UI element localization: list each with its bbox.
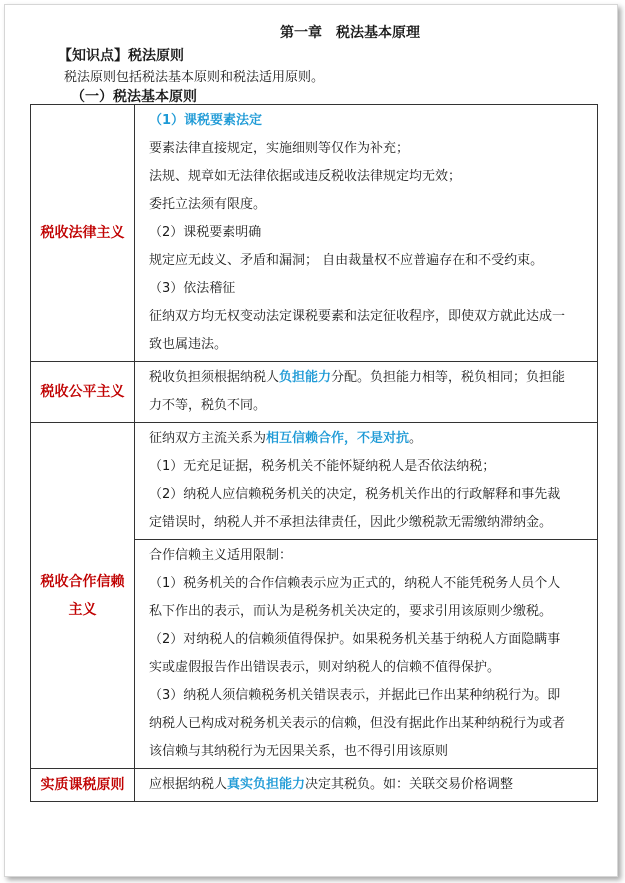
fairness-text: 税收负担须根据纳税人 xyxy=(149,370,280,385)
limits-line: 私下作出的表示，而认为是税务机关决定的，要求引用该原则少缴税。 xyxy=(149,604,553,619)
legalism-p1-line: 要素法律直接规定，实施细则等仅作为补充； xyxy=(149,141,410,156)
chapter-title: 第一章 税法基本原理 xyxy=(280,25,420,41)
substance-text: 应根据纳税人 xyxy=(149,777,228,792)
limits-line: （1）税务机关的合作信赖表示应为正式的，纳税人不能凭税务人员个人 xyxy=(149,576,561,591)
fairness-text: 分配。负担能力相等，税负相同；负担能 xyxy=(331,370,566,385)
row-header-cooperation xyxy=(31,423,135,769)
section-title: （一）税法基本原则 xyxy=(71,89,197,105)
limits-line: 纳税人已构成对税务机关表示的信赖，但没有据此作出某种纳税行为或者 xyxy=(149,716,566,731)
limits-line: （2）对纳税人的信赖须值得保护。如果税务机关基于纳税人方面隐瞒事 xyxy=(149,632,561,647)
legalism-p1-title: （1）课税要素法定 xyxy=(149,113,263,128)
fairness-highlight: 负担能力 xyxy=(279,370,332,385)
cooperation-line xyxy=(149,425,591,453)
table-row xyxy=(31,362,598,423)
cooperation-header-line: 税收合作信赖 xyxy=(40,573,125,590)
cooperation-highlight: 相互信赖合作，不是对抗 xyxy=(266,431,410,446)
legalism-p1-line: 委托立法须有限度。 xyxy=(149,197,267,212)
knowledge-point-title: 【知识点】税法原则 xyxy=(58,48,184,64)
table-row xyxy=(31,769,598,802)
row-body-substance xyxy=(135,769,598,802)
cooperation-line: 定错误时，纳税人并不承担法律责任，因此少缴税款无需缴纳滞纳金。 xyxy=(149,515,553,530)
substance-line xyxy=(149,771,591,799)
cooperation-main-block xyxy=(135,423,597,539)
cooperation-limits-block xyxy=(135,539,597,768)
limits-line: 实或虚假报告作出错误表示，则对纳税人的信赖不值得保护。 xyxy=(149,660,501,675)
legalism-p2-line: 规定应无歧义、矛盾和漏洞； 自由裁量权不应普遍存在和不受约束。 xyxy=(149,253,544,268)
legalism-p2-title: （2）课税要素明确 xyxy=(149,225,262,240)
intro-text: 税法原则包括税法基本原则和税法适用原则。 xyxy=(64,70,325,85)
fairness-line xyxy=(149,364,591,392)
legalism-p3-title: （3）依法稽征 xyxy=(149,281,236,296)
substance-text: 决定其税负。如：关联交易价格调整 xyxy=(305,777,514,792)
cooperation-text: 征纳双方主流关系为 xyxy=(149,431,267,446)
limits-line: （3）纳税人须信赖税务机关错误表示，并据此已作出某种纳税行为。即 xyxy=(149,688,561,703)
cooperation-line: （2）纳税人应信赖税务机关的决定，税务机关作出的行政解释和事先裁 xyxy=(149,487,561,502)
row-body-fairness xyxy=(135,362,598,423)
cooperation-line: （1）无充足证据，税务机关不能怀疑纳税人是否依法纳税； xyxy=(149,459,496,474)
legalism-p3-line: 致也属违法。 xyxy=(149,337,228,352)
principles-table xyxy=(30,104,598,802)
row-header-substance: 实质课税原则 xyxy=(31,769,135,802)
table-row xyxy=(31,423,598,769)
cooperation-text: 。 xyxy=(409,431,423,446)
substance-highlight: 真实负担能力 xyxy=(227,777,306,792)
limits-title: 合作信赖主义适用限制： xyxy=(149,548,293,563)
cooperation-header-line: 主义 xyxy=(68,601,97,618)
limits-line: 该信赖与其纳税行为无因果关系，也不得引用该原则 xyxy=(149,744,449,759)
row-body-cooperation xyxy=(135,423,598,769)
row-header-fairness: 税收公平主义 xyxy=(31,362,135,423)
table-row xyxy=(31,105,598,362)
row-body-legalism xyxy=(135,105,598,362)
row-header-legalism: 税收法律主义 xyxy=(31,105,135,362)
legalism-p3-line: 征纳双方均无权变动法定课税要素和法定征收程序，即使双方就此达成一 xyxy=(149,309,566,324)
fairness-line: 力不等，税负不同。 xyxy=(149,398,267,413)
legalism-p1-line: 法规、规章如无法律依据或违反税收法律规定均无效； xyxy=(149,169,462,184)
